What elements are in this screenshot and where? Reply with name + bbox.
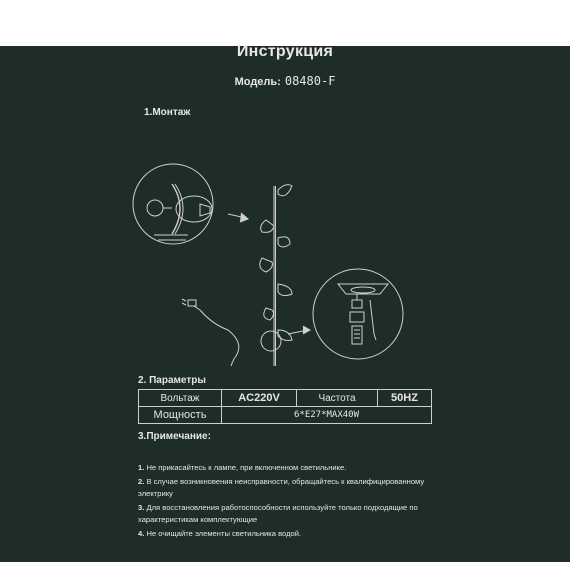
table-cell: Частота bbox=[297, 390, 378, 407]
list-item bbox=[138, 462, 438, 475]
notes-list bbox=[138, 462, 438, 541]
table-cell: Вольтаж bbox=[139, 390, 222, 407]
table-cell: AC220V bbox=[222, 390, 297, 407]
note-number: 1. bbox=[138, 463, 145, 472]
note-text: Для восстановления работоспособности используйте только подходящие по характеристикам комплектующие bbox=[138, 502, 418, 524]
list-item bbox=[138, 528, 438, 541]
note-text: В случае возникновения неисправности, обращайтесь к квалифицированному электрику bbox=[138, 476, 425, 498]
page-title: Инструкция bbox=[236, 43, 334, 60]
power-cable bbox=[182, 299, 268, 366]
floor-lamp-drawing bbox=[260, 185, 292, 366]
instruction-sheet bbox=[0, 43, 570, 562]
list-item bbox=[138, 502, 438, 527]
section-notes-heading: 3.Примечание: bbox=[138, 431, 211, 442]
model-line bbox=[0, 74, 570, 88]
model-value: 08480-F bbox=[284, 74, 336, 88]
table-row bbox=[139, 407, 432, 424]
mounting-illustration bbox=[128, 134, 444, 366]
zoom-marker-circle bbox=[261, 331, 281, 351]
model-label: Модель: bbox=[234, 76, 281, 88]
note-number: 4. bbox=[138, 528, 145, 538]
note-text: Не прикасайтесь к лампе, при включенном светильнике. bbox=[144, 463, 347, 472]
table-cell: Мощность bbox=[139, 407, 222, 424]
table-cell: 6*E27*MAX40W bbox=[222, 407, 432, 424]
table-row bbox=[139, 390, 432, 407]
note-text: Не очищайте элементы светильника водой. bbox=[144, 528, 302, 538]
table-cell: 50HZ bbox=[378, 390, 432, 407]
note-number: 2. bbox=[138, 476, 145, 486]
socket-detail-circle bbox=[313, 269, 403, 359]
list-item bbox=[138, 476, 438, 501]
section-mounting-heading: 1.Монтаж bbox=[144, 107, 191, 118]
section-params-heading: 2. Параметры bbox=[138, 375, 206, 386]
params-table bbox=[138, 389, 432, 424]
note-number: 3. bbox=[138, 502, 145, 512]
bulb-detail-circle bbox=[133, 164, 213, 244]
